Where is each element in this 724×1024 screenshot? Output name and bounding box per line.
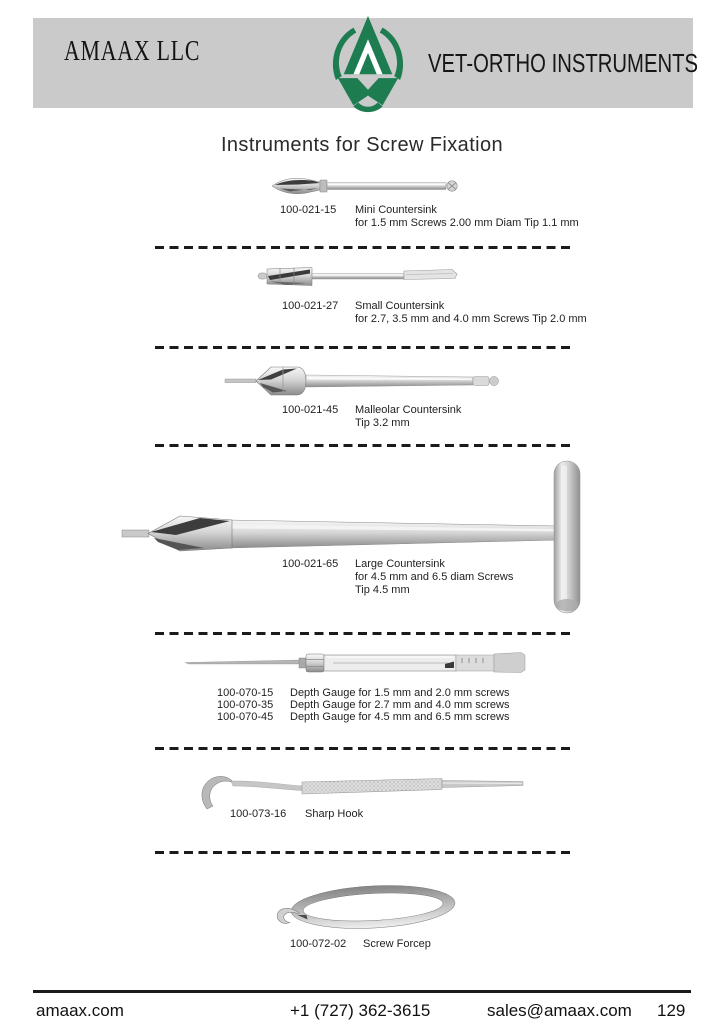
product-name: Sharp Hook <box>305 808 364 820</box>
section-divider <box>155 346 570 349</box>
product-detail: for 2.7, 3.5 mm and 4.0 mm Screws Tip 2.0 mm <box>355 313 587 325</box>
product-code: 100-021-15 <box>280 204 337 216</box>
footer-rule <box>33 990 691 993</box>
product-name: Mini Countersink <box>355 204 437 216</box>
product-code: 100-070-35 <box>217 699 274 711</box>
product-detail: for 1.5 mm Screws 2.00 mm Diam Tip 1.1 mm <box>355 217 579 229</box>
section-divider <box>155 444 570 447</box>
section-divider <box>155 246 570 249</box>
page-title: Instruments for Screw Fixation <box>220 134 504 156</box>
product-code: 100-021-65 <box>282 558 339 570</box>
product-code: 100-070-45 <box>217 711 274 723</box>
product-code: 100-073-16 <box>230 808 287 820</box>
small-countersink-image <box>256 262 461 290</box>
product-name: Screw Forcep <box>363 938 431 950</box>
footer-page-number: 129 <box>657 1001 686 1020</box>
product-name: Depth Gauge for 4.5 mm and 6.5 mm screws <box>290 711 510 723</box>
footer-website: amaax.com <box>36 1001 124 1020</box>
company-name: AMAAX LLC <box>64 36 201 67</box>
product-code: 100-021-27 <box>282 300 339 312</box>
product-name: Malleolar Countersink <box>355 404 462 416</box>
section-divider <box>155 851 570 854</box>
product-detail: Tip 3.2 mm <box>355 417 410 429</box>
product-code: 100-021-45 <box>282 404 339 416</box>
product-code: 100-070-15 <box>217 687 274 699</box>
product-name: Depth Gauge for 1.5 mm and 2.0 mm screws <box>290 687 510 699</box>
mini-countersink-image <box>268 171 463 201</box>
depth-gauge-image <box>183 646 533 680</box>
product-code: 100-072-02 <box>290 938 347 950</box>
section-divider <box>155 747 570 750</box>
footer-phone: +1 (727) 362-3615 <box>290 1001 431 1020</box>
product-detail: Tip 4.5 mm <box>355 584 410 596</box>
product-detail: for 4.5 mm and 6.5 diam Screws <box>355 571 514 583</box>
product-name: Large Countersink <box>355 558 445 570</box>
sharp-hook-image <box>197 769 527 813</box>
brand-title: VET-ORTHO INSTRUMENTS <box>428 48 699 78</box>
product-name: Depth Gauge for 2.7 mm and 4.0 mm screws <box>290 699 510 711</box>
malleolar-countersink-image <box>223 363 501 399</box>
product-name: Small Countersink <box>355 300 445 312</box>
screw-forcep-image <box>273 880 459 938</box>
section-divider <box>155 632 570 635</box>
brand-logo <box>324 14 412 116</box>
footer-email: sales@amaax.com <box>487 1001 632 1020</box>
